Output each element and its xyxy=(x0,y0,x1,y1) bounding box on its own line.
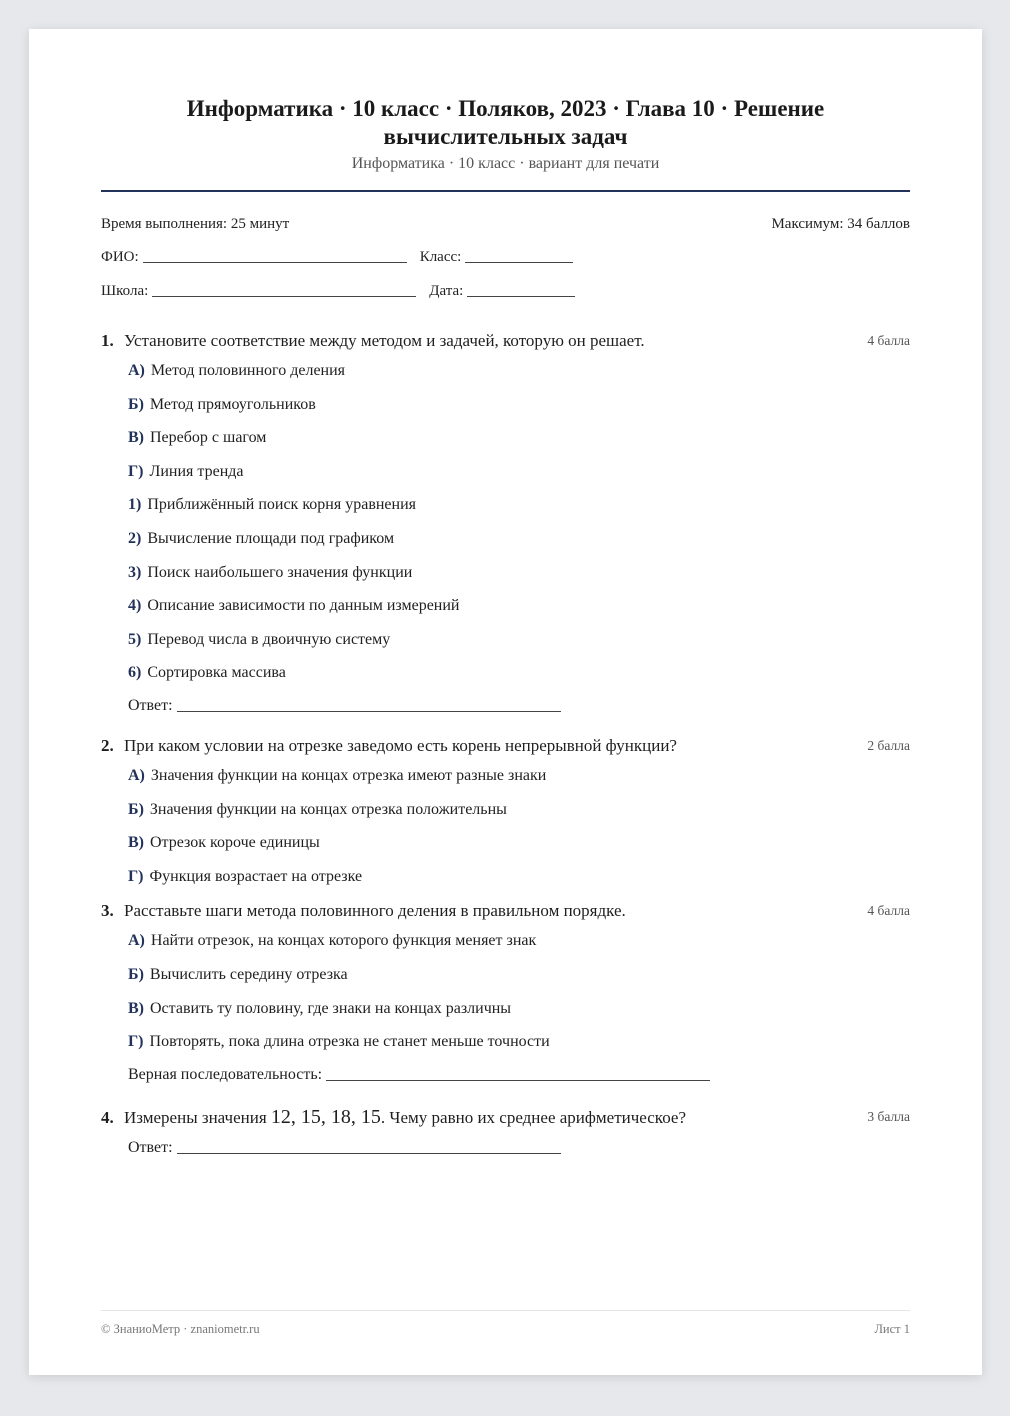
option-key: В) xyxy=(128,429,144,447)
page-title: Информатика · 10 класс · Поляков, 2023 · Глава 10 · Решение вычислительных задач xyxy=(186,96,825,149)
question-text: Расставьте шаги метода половинного деления в правильном порядке. xyxy=(124,901,626,921)
question-text-continued: . Чему равно их среднее арифметическое? xyxy=(380,1107,686,1127)
page-footer xyxy=(101,1322,910,1337)
option-text: Вычислить середину отрезка xyxy=(149,965,348,983)
option-text: Перевод числа в двоичную систему xyxy=(147,630,391,648)
date-field[interactable] xyxy=(467,282,575,297)
option-text: Функция возрастает на отрезке xyxy=(149,867,363,885)
fio-label: ФИО: xyxy=(101,249,139,265)
option-key: Г) xyxy=(128,462,144,480)
answer-label: Верная последовательность: xyxy=(128,1065,323,1083)
class-label: Класс: xyxy=(419,249,462,265)
option-item xyxy=(128,663,910,683)
option-text: Линия тренда xyxy=(149,462,244,480)
option-text: Найти отрезок, на концах которого функция меняет знак xyxy=(150,932,537,950)
question-header xyxy=(101,1106,910,1129)
question-points: 3 балла xyxy=(867,1108,910,1124)
option-item xyxy=(128,462,910,482)
fio-field[interactable] xyxy=(143,248,407,263)
worksheet-content xyxy=(101,29,910,1157)
question-points: 4 балла xyxy=(867,903,910,919)
footer-divider xyxy=(101,1310,910,1311)
option-item xyxy=(128,833,910,853)
option-item xyxy=(128,395,910,415)
option-item xyxy=(128,931,910,951)
options-list xyxy=(128,931,910,1052)
option-text: Приближённый поиск корня уравнения xyxy=(147,496,417,514)
question-number: 1. xyxy=(101,331,114,350)
meta-row xyxy=(101,216,910,233)
option-item xyxy=(128,495,910,515)
max-score: Максимум: 34 баллов xyxy=(771,216,910,232)
option-item xyxy=(128,766,910,786)
option-text: Значения функции на концах отрезка имеют разные знаки xyxy=(150,766,547,784)
question-text: Измерены значения xyxy=(124,1107,267,1127)
option-key: 6) xyxy=(128,664,142,682)
option-key: Б) xyxy=(128,395,144,413)
option-key: 5) xyxy=(128,630,142,648)
option-text: Оставить ту половину, где знаки на концах различны xyxy=(150,999,512,1017)
class-field[interactable] xyxy=(465,248,573,263)
option-item xyxy=(128,999,910,1019)
option-key: Б) xyxy=(128,965,144,983)
question-3 xyxy=(101,900,910,1083)
option-item xyxy=(128,630,910,650)
answer-field[interactable] xyxy=(326,1066,710,1081)
answer-field[interactable] xyxy=(177,1139,561,1154)
options-list xyxy=(128,766,910,887)
option-key: А) xyxy=(128,932,145,950)
option-key: 2) xyxy=(128,529,142,547)
school-label: Школа: xyxy=(101,283,149,299)
option-text: Описание зависимости по данным измерений xyxy=(147,597,460,615)
option-key: А) xyxy=(128,766,145,784)
question-text: При каком условии на отрезке заведомо есть корень непрерывной функции? xyxy=(124,735,677,755)
option-key: 4) xyxy=(128,597,142,615)
option-text: Метод прямоугольников xyxy=(149,395,316,413)
option-item xyxy=(128,800,910,820)
question-number: 2. xyxy=(101,735,114,755)
answer-row xyxy=(128,1066,910,1084)
question-points: 4 балла xyxy=(867,333,910,348)
option-text: Перебор с шагом xyxy=(150,429,267,447)
question-4 xyxy=(101,1106,910,1157)
question-2 xyxy=(101,735,910,887)
option-key: Г) xyxy=(128,867,144,885)
option-text: Метод половинного деления xyxy=(150,362,346,379)
question-header xyxy=(101,735,910,757)
footer-copyright: © ЗнаниоМетр · znaniometr.ru xyxy=(101,1322,260,1336)
worksheet-page xyxy=(29,29,982,1375)
student-fields-row-2 xyxy=(101,280,910,300)
option-key: В) xyxy=(128,999,144,1017)
option-text: Поиск наибольшего значения функции xyxy=(147,563,413,581)
option-text: Отрезок короче единицы xyxy=(150,834,320,852)
question-number: 4. xyxy=(101,1107,114,1127)
answer-label: Ответ: xyxy=(128,1138,173,1156)
student-fields-row-1 xyxy=(101,246,910,266)
option-text: Значения функции на концах отрезка положительны xyxy=(149,800,507,818)
page-subtitle: Информатика · 10 класс · вариант для печати xyxy=(351,155,660,172)
page-number: Лист 1 xyxy=(874,1322,910,1336)
math-values: 12, 15, 18, 15 xyxy=(270,1105,381,1128)
option-key: А) xyxy=(128,362,145,379)
option-key: 1) xyxy=(128,496,142,514)
option-text: Сортировка массива xyxy=(147,664,286,682)
question-1 xyxy=(101,330,910,715)
option-item xyxy=(128,563,910,583)
answer-row xyxy=(128,697,910,715)
time-limit: Время выполнения: 25 минут xyxy=(101,216,290,232)
option-item xyxy=(128,428,910,448)
school-field[interactable] xyxy=(152,282,416,297)
option-key: Г) xyxy=(128,1033,144,1051)
answer-label: Ответ: xyxy=(128,696,173,714)
option-item xyxy=(128,1032,910,1052)
option-text: Повторять, пока длина отрезка не станет меньше точности xyxy=(149,1033,550,1051)
header-divider xyxy=(101,190,910,192)
answer-row xyxy=(128,1139,910,1157)
option-item xyxy=(128,596,910,616)
question-text: Установите соответствие между методом и задачей, которую он решает. xyxy=(124,331,645,350)
option-item xyxy=(128,361,910,381)
option-item xyxy=(128,965,910,985)
option-key: 3) xyxy=(128,563,142,581)
question-header xyxy=(101,900,910,922)
option-key: Б) xyxy=(128,800,144,818)
option-key: В) xyxy=(128,834,144,852)
question-header xyxy=(101,330,910,352)
date-label: Дата: xyxy=(429,283,464,299)
question-number: 3. xyxy=(101,901,114,921)
option-item xyxy=(128,867,910,887)
answer-field[interactable] xyxy=(177,697,561,712)
option-text: Вычисление площади под графиком xyxy=(147,529,395,547)
question-points: 2 балла xyxy=(867,737,910,753)
option-item xyxy=(128,529,910,549)
options-list xyxy=(128,361,910,683)
